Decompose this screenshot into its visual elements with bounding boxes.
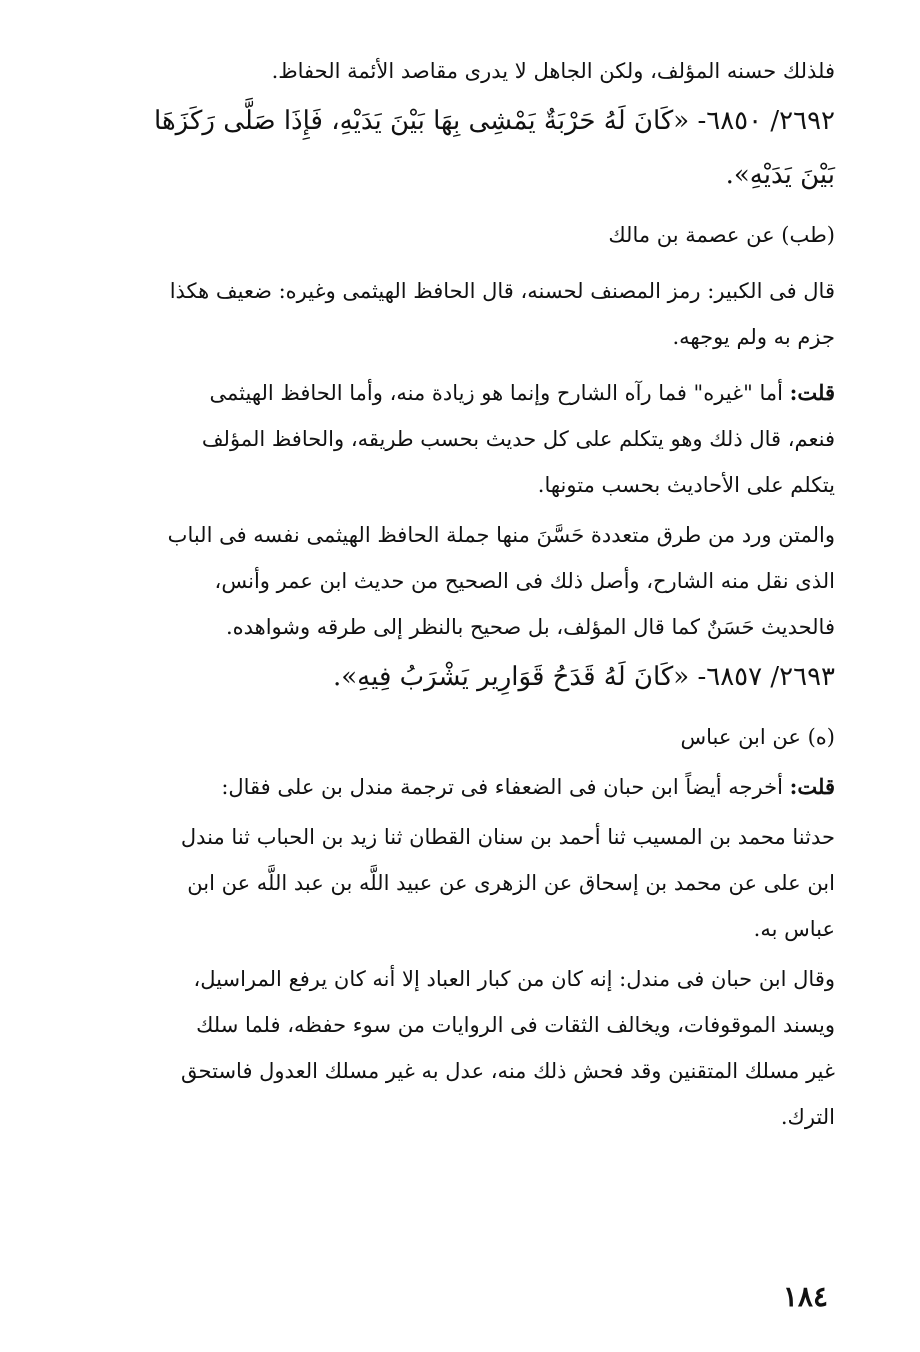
page-number: ١٨٤ xyxy=(782,1280,828,1313)
text-span: أما "غيره" فما رآه الشارح وإنما هو زيادة منه، وأما الحافظ الهيثمى xyxy=(209,381,790,405)
qult-label: قلت: xyxy=(789,380,835,405)
text-line: ابن على عن محمد بن إسحاق عن الزهرى عن عبيد اللَّه بن عبد اللَّه عن ابن xyxy=(187,871,835,895)
text-line: وقال ابن حبان فى مندل: إنه كان من كبار العباد إلا أنه كان يرفع المراسيل، xyxy=(193,967,835,991)
source-line: (ه) عن ابن عباس xyxy=(680,725,835,749)
text-line: عباس به. xyxy=(753,917,835,941)
text-line xyxy=(125,764,835,810)
text-line: قال فى الكبير: رمز المصنف لحسنه، قال الحافظ الهيثمى وغيره: ضعيف هكذا xyxy=(169,279,835,303)
text-line: حدثنا محمد بن المسيب ثنا أحمد بن سنان القطان ثنا زيد بن الحباب ثنا مندل xyxy=(180,825,835,849)
text-line xyxy=(125,370,835,416)
text-line: غير مسلك المتقنين وقد فحش ذلك منه، عدل به غير مسلك العدول فاستحق xyxy=(181,1059,835,1083)
qult-label: قلت: xyxy=(789,774,835,799)
page-body xyxy=(125,48,835,1140)
text-line: ويسند الموقوفات، ويخالف الثقات فى الروايات من سوء حفظه، فلما سلك xyxy=(196,1013,835,1037)
hadith-line: ٢٦٩٣/ ٦٨٥٧- «كَانَ لَهُ قَدَحُ قَوَارِير يَشْرَبُ فِيهِ». xyxy=(332,662,835,692)
text-line: والمتن ورد من طرق متعددة حَسَّنَ منها جملة الحافظ الهيثمى نفسه فى الباب xyxy=(167,523,835,547)
text-span: أخرجه أيضاً ابن حبان فى الضعفاء فى ترجمة مندل بن على فقال: xyxy=(221,775,790,799)
hadith-line: بَيْنَ يَدَيْهِ». xyxy=(725,160,835,190)
text-line: جزم به ولم يوجهه. xyxy=(672,325,835,349)
text-line: يتكلم على الأحاديث بحسب متونها. xyxy=(537,473,835,497)
text-line: فالحديث حَسَنٌ كما قال المؤلف، بل صحيح بالنظر إلى طرقه وشواهده. xyxy=(225,615,835,639)
text-line: فنعم، قال ذلك وهو يتكلم على كل حديث بحسب طريقه، والحافظ المؤلف xyxy=(201,427,835,451)
text-line: الذى نقل منه الشارح، وأصل ذلك فى الصحيح من حديث ابن عمر وأنس، xyxy=(214,569,835,593)
hadith-line: ٢٦٩٢/ ٦٨٥٠- «كَانَ لَهُ حَرْبَةٌ يَمْشِى بِهَا بَيْنَ يَدَيْهِ، فَإِذَا صَلَّى رَكَزَهَا xyxy=(154,106,835,136)
source-line: (طب) عن عصمة بن مالك xyxy=(608,223,835,247)
text-line: فلذلك حسنه المؤلف، ولكن الجاهل لا يدرى مقاصد الأئمة الحفاظ. xyxy=(271,59,835,83)
text-line: الترك. xyxy=(780,1105,835,1129)
